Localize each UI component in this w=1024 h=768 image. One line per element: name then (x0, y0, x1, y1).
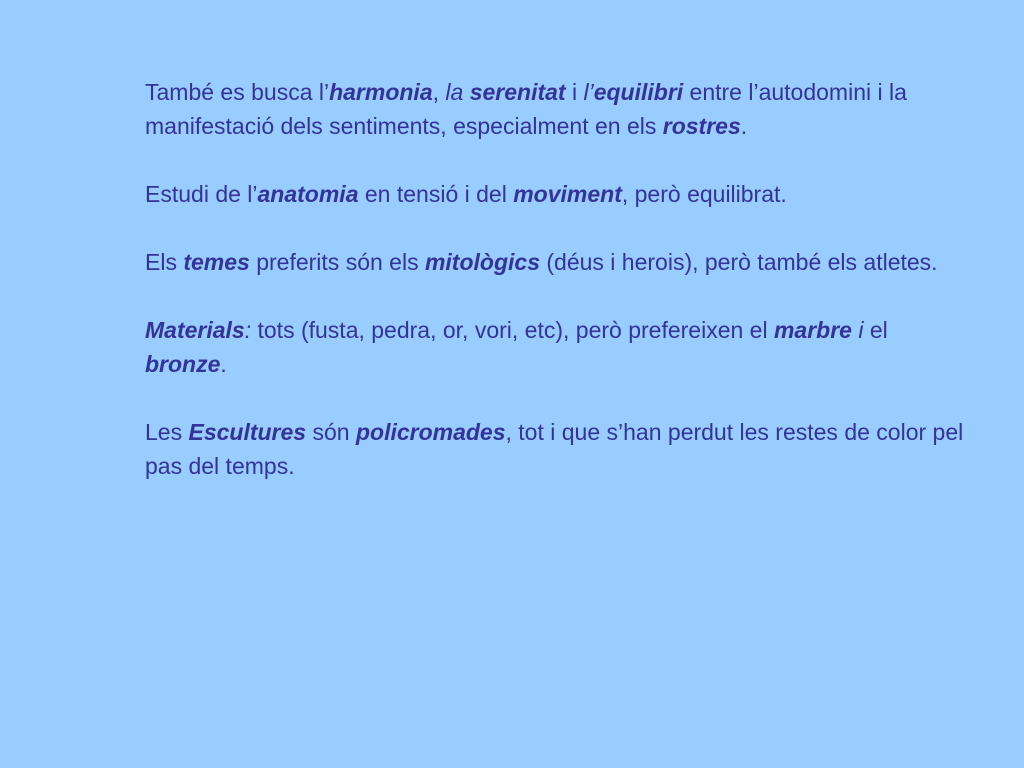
text-run: . (740, 113, 748, 139)
text-run: . (220, 351, 227, 377)
paragraph-harmony (145, 75, 965, 143)
text-run-italic: : (244, 317, 252, 343)
keyword-bronze: bronze (145, 351, 221, 377)
text-run: i (565, 79, 584, 105)
text-run: , però equilibrat. (621, 181, 787, 207)
text-run-italic: l’ (583, 79, 594, 105)
keyword-serenitat: serenitat (469, 79, 566, 105)
keyword-equilibri: equilibri (593, 79, 684, 105)
keyword-policromades: policromades (355, 419, 506, 445)
keyword-rostres: rostres (662, 113, 741, 139)
text-run: el (863, 317, 888, 343)
keyword-escultures: Escultures (188, 419, 307, 445)
paragraph-anatomy (145, 177, 965, 211)
text-run: són (306, 419, 356, 445)
paragraph-sculptures (145, 415, 965, 483)
text-run: (déus i herois), però també els atletes. (539, 249, 938, 275)
keyword-harmonia: harmonia (329, 79, 433, 105)
text-run: , tot i que s’han perdut les restes de color pel pas del temps. (145, 419, 964, 479)
keyword-materials: Materials (145, 317, 245, 343)
text-run-italic: la (445, 79, 464, 105)
paragraph-themes (145, 245, 965, 279)
text-run: , (432, 79, 446, 105)
keyword-marbre: marbre (773, 317, 852, 343)
text-run: preferits són els (249, 249, 425, 275)
text-run: Les (145, 419, 189, 445)
text-run-italic: i (858, 317, 864, 343)
slide-body (145, 75, 965, 517)
keyword-moviment: moviment (513, 181, 622, 207)
text-run: en tensió i del (358, 181, 514, 207)
text-run: entre l’autodomini i la manifestació dels sentiments, especialment en els (145, 79, 907, 139)
text-run: Estudi de l’ (145, 181, 258, 207)
text-run: tots (fusta, pedra, or, vori, etc), però prefereixen el (251, 317, 774, 343)
paragraph-materials (145, 313, 965, 381)
text-run: Els (145, 249, 184, 275)
text-run: També es busca l’ (145, 79, 330, 105)
keyword-temes: temes (183, 249, 250, 275)
keyword-mitologics: mitològics (424, 249, 540, 275)
keyword-anatomia: anatomia (257, 181, 359, 207)
